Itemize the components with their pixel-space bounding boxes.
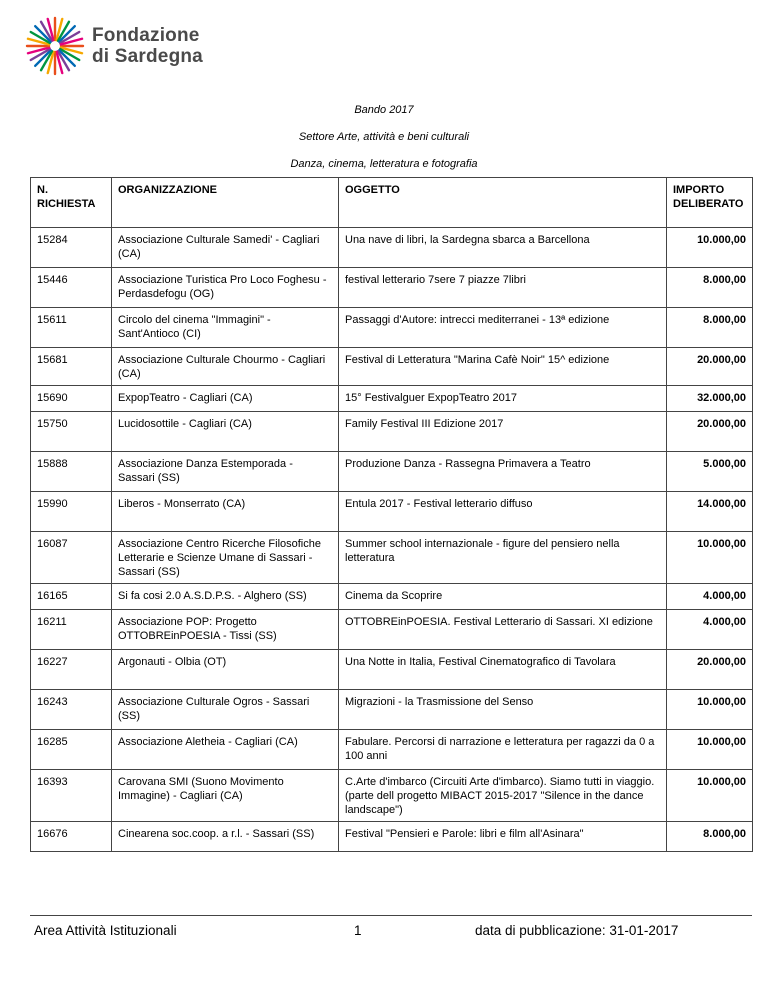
cell-amount: 4.000,00 xyxy=(667,584,753,610)
cell-subject: Produzione Danza - Rassegna Primavera a Teatro xyxy=(339,452,667,492)
cell-request-number: 15284 xyxy=(31,228,112,268)
cell-subject: Una nave di libri, la Sardegna sbarca a Barcellona xyxy=(339,228,667,268)
cell-subject: Cinema da Scoprire xyxy=(339,584,667,610)
cell-amount: 14.000,00 xyxy=(667,492,753,532)
cell-organization: Associazione Culturale Chourmo - Cagliari (CA) xyxy=(112,348,339,386)
doc-title: Bando 2017 xyxy=(354,104,414,116)
cell-subject: Festival di Letteratura "Marina Cafè Noir" 15^ edizione xyxy=(339,348,667,386)
table-row xyxy=(31,584,753,610)
table-row xyxy=(31,730,753,770)
table-row xyxy=(31,308,753,348)
doc-sector: Settore Arte, attività e beni culturali xyxy=(298,131,470,143)
cell-amount: 20.000,00 xyxy=(667,412,753,452)
cell-subject: Una Notte in Italia, Festival Cinematografico di Tavolara xyxy=(339,650,667,690)
cell-organization: Associazione Turistica Pro Loco Foghesu - Perdasdefogu (OG) xyxy=(112,268,339,308)
cell-subject: Festival "Pensieri e Parole: libri e film all'Asinara" xyxy=(339,822,667,852)
cell-organization: Argonauti - Olbia (OT) xyxy=(112,650,339,690)
cell-organization: Associazione Danza Estemporada - Sassari (SS) xyxy=(112,452,339,492)
footer-divider xyxy=(30,915,752,916)
table-row xyxy=(31,822,753,852)
logo-line1: Fondazione xyxy=(92,25,200,46)
cell-request-number: 16393 xyxy=(31,770,112,822)
cell-amount: 32.000,00 xyxy=(667,386,753,412)
logo-mark-icon xyxy=(24,15,86,77)
cell-subject: Family Festival III Edizione 2017 xyxy=(339,412,667,452)
cell-amount: 8.000,00 xyxy=(667,308,753,348)
cell-amount: 5.000,00 xyxy=(667,452,753,492)
cell-subject: festival letterario 7sere 7 piazze 7libri xyxy=(339,268,667,308)
cell-subject: C.Arte d'imbarco (Circuiti Arte d'imbarco). Siamo tutti in viaggio. (parte dell progetto MIBACT 2015-2017 "Silence in the dance landscape") xyxy=(339,770,667,822)
cell-organization: Associazione POP: Progetto OTTOBREinPOESIA - Tissi (SS) xyxy=(112,610,339,650)
cell-request-number: 15888 xyxy=(31,452,112,492)
cell-amount: 10.000,00 xyxy=(667,770,753,822)
cell-request-number: 15611 xyxy=(31,308,112,348)
cell-subject: 15° Festivalguer ExpopTeatro 2017 xyxy=(339,386,667,412)
table-row xyxy=(31,268,753,308)
cell-amount: 10.000,00 xyxy=(667,730,753,770)
logo-line2: di Sardegna xyxy=(92,46,203,67)
cell-amount: 20.000,00 xyxy=(667,348,753,386)
cell-request-number: 16676 xyxy=(31,822,112,852)
cell-amount: 10.000,00 xyxy=(667,690,753,730)
table-row xyxy=(31,452,753,492)
cell-organization: Liberos - Monserrato (CA) xyxy=(112,492,339,532)
table-row xyxy=(31,492,753,532)
cell-amount: 20.000,00 xyxy=(667,650,753,690)
cell-request-number: 16243 xyxy=(31,690,112,730)
table-row xyxy=(31,228,753,268)
cell-subject: Migrazioni - la Trasmissione del Senso xyxy=(339,690,667,730)
cell-request-number: 15690 xyxy=(31,386,112,412)
cell-organization: Circolo del cinema "Immagini" - Sant'Antioco (CI) xyxy=(112,308,339,348)
cell-request-number: 15681 xyxy=(31,348,112,386)
footer-publication-date: data di pubblicazione: 31-01-2017 xyxy=(475,923,679,938)
table-row xyxy=(31,610,753,650)
table-row xyxy=(31,690,753,730)
logo-text xyxy=(92,25,203,67)
cell-request-number: 16227 xyxy=(31,650,112,690)
cell-request-number: 15750 xyxy=(31,412,112,452)
cell-subject: Fabulare. Percorsi di narrazione e letteratura per ragazzi da 0 a 100 anni xyxy=(339,730,667,770)
footer-page-number: 1 xyxy=(354,923,362,938)
table-row xyxy=(31,412,753,452)
table-row xyxy=(31,348,753,386)
cell-organization: Lucidosottile - Cagliari (CA) xyxy=(112,412,339,452)
cell-request-number: 16285 xyxy=(31,730,112,770)
header-subject: OGGETTO xyxy=(339,178,667,228)
cell-request-number: 16087 xyxy=(31,532,112,584)
cell-amount: 10.000,00 xyxy=(667,228,753,268)
footer-department: Area Attività Istituzionali xyxy=(34,923,177,938)
cell-subject: Summer school internazionale - figure del pensiero nella letteratura xyxy=(339,532,667,584)
cell-request-number: 16211 xyxy=(31,610,112,650)
cell-request-number: 15990 xyxy=(31,492,112,532)
table-header-row xyxy=(31,178,753,228)
cell-request-number: 16165 xyxy=(31,584,112,610)
cell-amount: 8.000,00 xyxy=(667,268,753,308)
cell-organization: Associazione Culturale Ogros - Sassari (SS) xyxy=(112,690,339,730)
header-request-number: N. RICHIESTA xyxy=(31,178,112,228)
table-row xyxy=(31,770,753,822)
cell-request-number: 15446 xyxy=(31,268,112,308)
cell-amount: 8.000,00 xyxy=(667,822,753,852)
table-row xyxy=(31,650,753,690)
cell-organization: Si fa cosi 2.0 A.S.D.P.S. - Alghero (SS) xyxy=(112,584,339,610)
header-organization: ORGANIZZAZIONE xyxy=(112,178,339,228)
table-row xyxy=(31,532,753,584)
cell-amount: 4.000,00 xyxy=(667,610,753,650)
cell-organization: Associazione Culturale Samedi' - Cagliari (CA) xyxy=(112,228,339,268)
grants-table xyxy=(30,177,753,852)
fondazione-logo xyxy=(24,15,284,79)
cell-organization: ExpopTeatro - Cagliari (CA) xyxy=(112,386,339,412)
cell-organization: Carovana SMI (Suono Movimento Immagine) - Cagliari (CA) xyxy=(112,770,339,822)
cell-subject: OTTOBREinPOESIA. Festival Letterario di Sassari. XI edizione xyxy=(339,610,667,650)
doc-category: Danza, cinema, letteratura e fotografia xyxy=(290,158,478,170)
cell-organization: Associazione Centro Ricerche Filosofiche Letterarie e Scienze Umane di Sassari - Sassari (SS) xyxy=(112,532,339,584)
cell-amount: 10.000,00 xyxy=(667,532,753,584)
cell-organization: Associazione Aletheia - Cagliari (CA) xyxy=(112,730,339,770)
cell-subject: Entula 2017 - Festival letterario diffuso xyxy=(339,492,667,532)
header-amount: IMPORTO DELIBERATO xyxy=(667,178,753,228)
table-row xyxy=(31,386,753,412)
cell-organization: Cinearena soc.coop. a r.l. - Sassari (SS) xyxy=(112,822,339,852)
cell-subject: Passaggi d'Autore: intrecci mediterranei - 13ª edizione xyxy=(339,308,667,348)
